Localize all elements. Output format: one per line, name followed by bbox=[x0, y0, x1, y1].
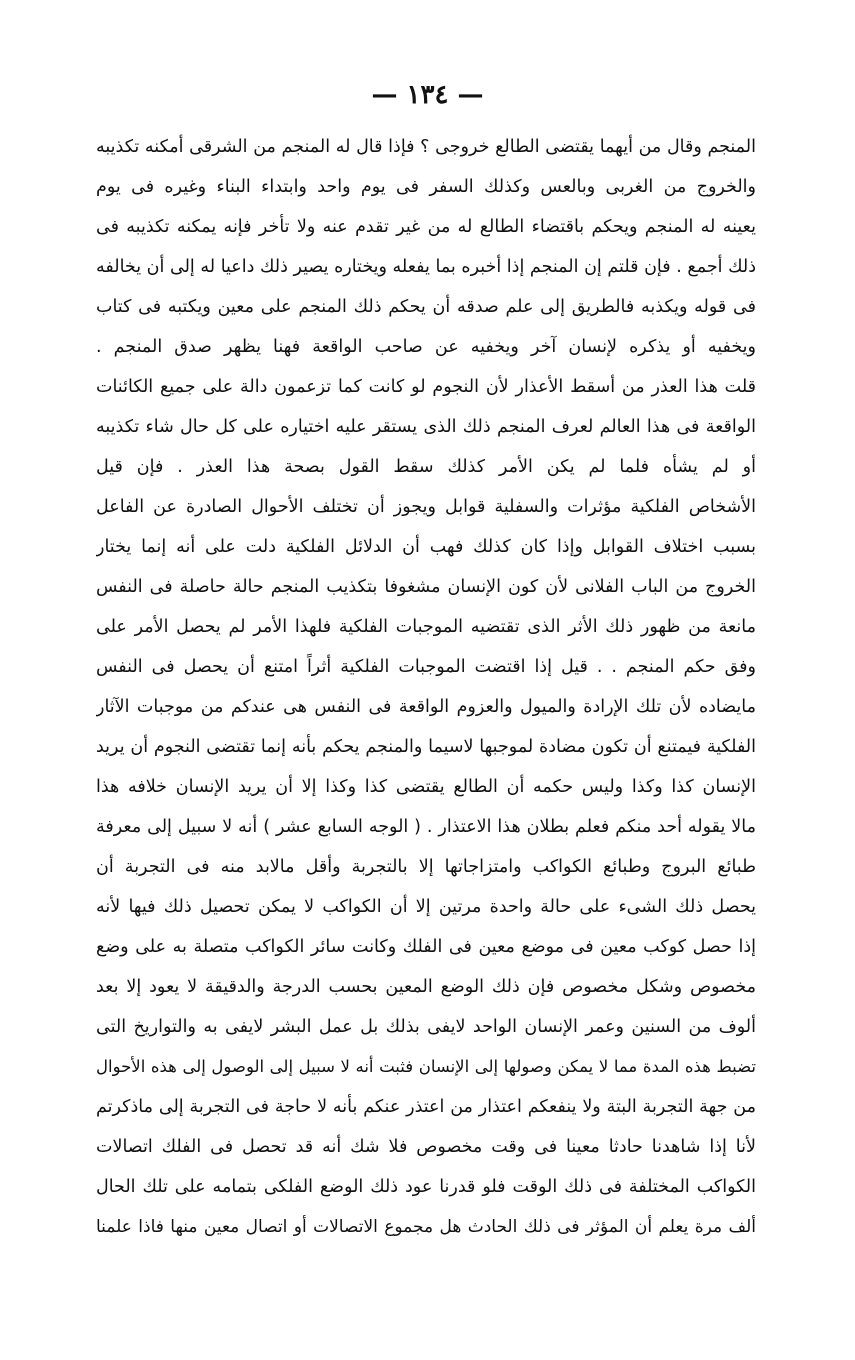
text-line: يعينه له المنجم ويحكم باقتضاء الطالع له من غير تقدم عنه ولا تأخر فإنه يمكنه تكذيبه فى bbox=[96, 217, 756, 237]
text-line: فى قوله ويكذبه فالطريق إلى علم صدقه أن يحكم ذلك المنجم على معين ويكتبه فى كتاب bbox=[96, 297, 756, 317]
text-line: مايضاده لأن تلك الإرادة والميول والعزوم الواقعة فى النفس هى عندكم من موجبات الآثار bbox=[96, 697, 756, 717]
text-line: المنجم وقال من أيهما يقتضى الطالع خروجى ؟ فإذا قال له المنجم من الشرقى أمكنه تكذيبه bbox=[96, 137, 756, 157]
text-line: الفلكية فيمتنع أن تكون مضادة لموجبها لاسيما والمنجم يحكم بأنه إنما تقتضى النجوم أن يريد bbox=[96, 737, 756, 757]
text-line: ألوف من السنين وعمر الإنسان الواحد لايفى بذلك بل عمل البشر لايفى به والتواريخ التى bbox=[96, 1017, 756, 1037]
text-line: الخروج من الباب الفلانى لأن كون الإنسان مشغوفا بتكذيب المنجم حالة حاصلة فى النفس bbox=[96, 577, 756, 597]
text-line: لأنا إذا شاهدنا حادثا معينا فى وقت مخصوص فلا شك أنه قد تحصل فى الفلك اتصالات bbox=[96, 1137, 756, 1157]
text-line: والخروج من الغربى وبالعس وكذلك السفر فى يوم واحد وابتداء البناء وغيره فى يوم bbox=[96, 177, 756, 197]
text-line: طبائع البروج وطبائع الكواكب وامتزاجاتها إلا بالتجربة وأقل مالابد منه فى التجربة أن bbox=[96, 857, 756, 877]
body-text bbox=[96, 127, 756, 1247]
text-line: ويخفيه أو يذكره لإنسان آخر ويخفيه عن صاحب الواقعة فهنا يظهر صدق المنجم . bbox=[96, 337, 756, 357]
text-line: بسبب اختلاف القوابل وإذا كان كذلك فهب أن الدلائل الفلكية دلت على أنه إنما يختار bbox=[96, 537, 756, 557]
text-line: الأشخاص الفلكية مؤثرات والسفلية قوابل ويجوز أن تختلف الأحوال الصادرة عن الفاعل bbox=[96, 497, 756, 517]
text-line: مانعة من ظهور ذلك الأثر الذى تقتضيه الموجبات الفلكية فلهذا الأمر لم يحصل الأمر على bbox=[96, 617, 756, 637]
text-line: إذا حصل كوكب معين فى موضع معين فى الفلك وكانت سائر الكواكب متصلة به على وضع bbox=[96, 937, 756, 957]
text-line: الواقعة فى هذا العالم لعرف المنجم ذلك الذى يستقر عليه اختياره على كل حال شاء تكذيبه bbox=[96, 417, 756, 437]
page-number: — ١٣٤ — bbox=[371, 80, 484, 110]
text-line: تضبط هذه المدة مما لا يمكن وصولها إلى الإنسان فثبت أنه لا سبيل إلى الوصول إلى هذه الأحوال bbox=[96, 1057, 756, 1076]
text-line: وفق حكم المنجم . . قيل إذا اقتضت الموجبات الفلكية أثراً امتنع أن يحصل فى النفس bbox=[96, 657, 756, 677]
text-line: مالا يقوله أحد منكم فعلم بطلان هذا الاعتذار . ( الوجه السابع عشر ) أنه لا سبيل إلى معرفة bbox=[96, 817, 756, 837]
text-line: ذلك أجمع . فإن قلتم إن المنجم إذا أخبره بما يفعله ويختاره يصير ذلك داعيا له إلى أن يخالفه bbox=[96, 257, 756, 277]
text-line: يحصل ذلك الشىء على حالة واحدة مرتين إلا أن الكواكب لا يمكن تحصيل ذلك فيها لأنه bbox=[96, 897, 756, 917]
text-line: من جهة التجربة البتة ولا ينفعكم اعتذار من اعتذر عنكم بأنه لا حاجة فى التجربة إلى ماذكرتم bbox=[96, 1097, 756, 1117]
text-line: الكواكب المختلفة فى ذلك الوقت فلو قدرنا عود ذلك الوضع الفلكى بتمامه على تلك الحال bbox=[96, 1177, 756, 1197]
text-line: الإنسان كذا وكذا وليس حكمه أن الطالع يقتضى كذا وكذا إلا أن يريد الإنسان خلافه هذا bbox=[96, 777, 756, 797]
text-line: قلت هذا العذر من أسقط الأعذار لأن النجوم لو كانت كما تزعمون دالة على جميع الكائنات bbox=[96, 377, 756, 397]
text-line: أو لم يشأه فلما لم يكن الأمر كذلك سقط القول بصحة هذا العذر . فإن قيل bbox=[96, 457, 756, 477]
text-line: مخصوص وشكل مخصوص فإن ذلك الوضع المعين بحسب الدرجة والدقيقة لا يعود إلا بعد bbox=[96, 977, 756, 997]
text-line: ألف مرة يعلم أن المؤثر فى ذلك الحادث هل مجموع الاتصالات أو اتصال معين منها فاذا علمنا bbox=[96, 1217, 756, 1237]
